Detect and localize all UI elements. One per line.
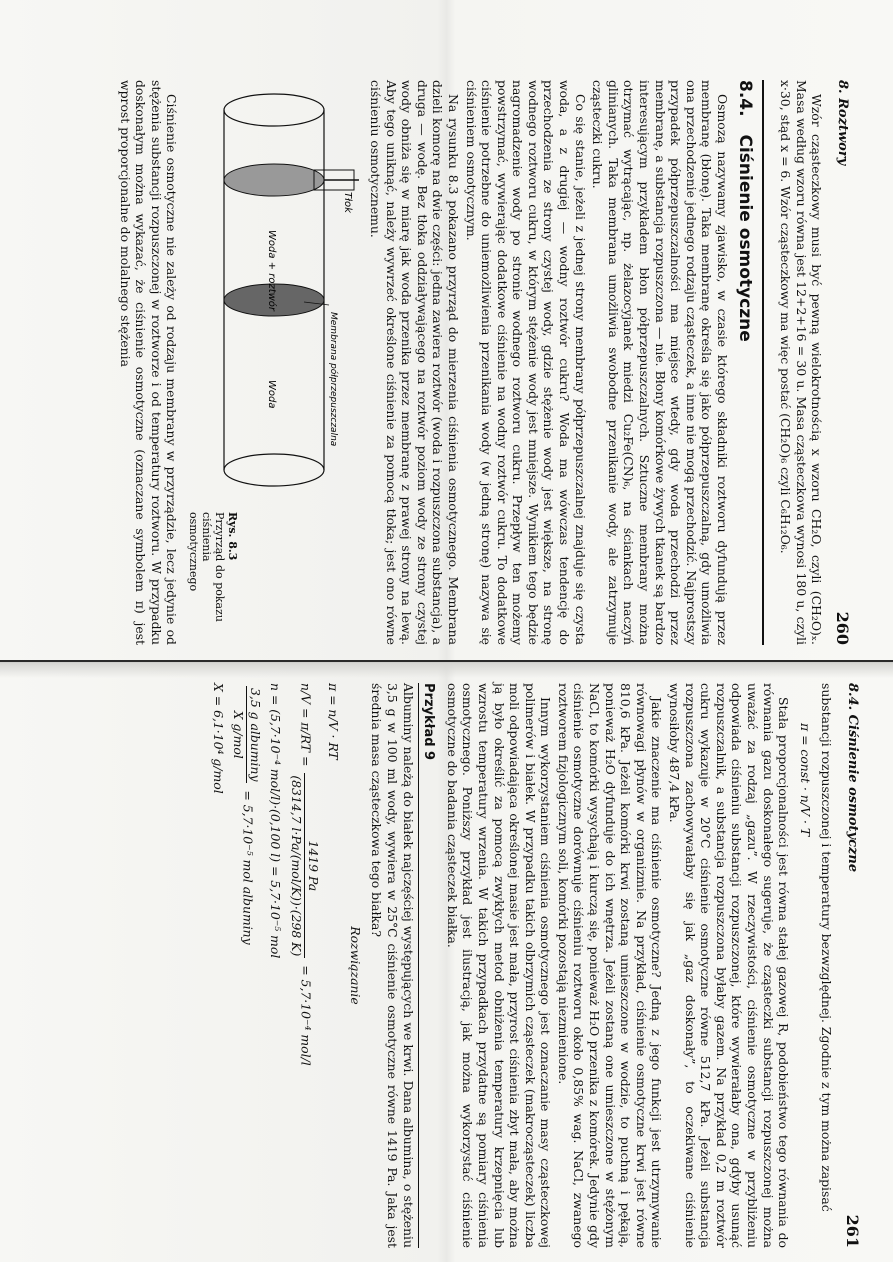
water-label: Woda bbox=[266, 380, 278, 409]
right-page-number: 261 bbox=[843, 1214, 862, 1248]
paragraph: Na rysunku 8.3 pokazano przyrząd do mierzenia ciśnienia osmotycznego. Membrana dzieli komorę na dwie części: jedna zawiera roztwór (woda i rozpuszczona substancja), a druga — wodę. Bez tłoka oddziaływającego na roztwór poziom wody ze strony czystej wody obniża się w miarę jak woda przenika przez membranę z prawej strony na lewą. Aby tego uniknąć, należy wywrzeć określone ciśnienie za pomocą tłoka; jest ono równe ciśnieniu osmotycznemu. bbox=[367, 80, 461, 645]
left-page bbox=[50, 80, 850, 645]
section-title: Ciśnienie osmotyczne bbox=[734, 134, 755, 342]
eq3-result: = 5,7·10⁻⁴ mol/l bbox=[298, 965, 313, 1066]
section-heading bbox=[734, 80, 755, 645]
solution-label: Rozwiązanie bbox=[347, 926, 363, 1005]
figure-number: Rys. 8.3 bbox=[226, 512, 240, 561]
equation-moles: n = (5,7·10⁻⁴ mol/l)·(0,100 l) = 5,7·10⁻⁵ mol bbox=[268, 683, 284, 959]
right-running-title: 8.4. Ciśnienie osmotyczne bbox=[845, 683, 860, 873]
paragraph: Co się stanie, jeżeli z jednej strony membrany półprzepuszczalnej znajduje się czysta woda, a z drugiej — wodny roztwór cukru? Woda ma wówczas tendencję do przechodzenia ze strony czystej wody, gdzie stężenie wody jest większe, na stronę wodnego roztworu cukru, w którym stężenie wody jest mniejsze. Wynikiem tego będzie nagromadzenie wody po stronie wodnego roztworu cukru. Przepływ ten możemy powstrzymać, wywierając dodatkowe ciśnienie na wodny roztwór cukru. To dodatkowe ciśnienie potrzebne do uniemożliwienia przenikania wody (w jedną stronę) nazywa się ciśnieniem osmotycznym. bbox=[463, 80, 588, 645]
membrane-label: Membrana półprzepuszczalna bbox=[328, 312, 339, 447]
equation-albumin bbox=[231, 683, 263, 1248]
example-text: Albuminy należą do białek najczęściej występujących we krwi. Dana albumina, o stężeniu 3,5 g w 100 ml wody, wywiera w 25°C ciśnienie osmotyczne równe 1419 Pa. Jaka jest średnia masa cząsteczkowa tego białka? bbox=[369, 683, 416, 1248]
equation-concentration bbox=[288, 683, 320, 1248]
section-rule bbox=[762, 80, 764, 645]
left-running-head bbox=[834, 80, 850, 645]
figure-caption-text: Przyrząd do pokazu ciśnienia osmotycznego bbox=[187, 512, 227, 622]
figure-8-3 bbox=[187, 80, 359, 645]
equation-molar-mass: X = 6,1·10⁴ g/mol bbox=[210, 683, 226, 794]
eq5-result: = 5,7·10⁻⁵ mol albuminy bbox=[240, 790, 256, 945]
eq5-fraction bbox=[231, 686, 263, 783]
osmosis-apparatus-diagram bbox=[209, 80, 359, 500]
left-running-title: 8. Roztwory bbox=[835, 80, 850, 166]
spine-shadow bbox=[0, 662, 893, 678]
piston-label: Tłok bbox=[342, 192, 354, 213]
eq3-denominator: (8314,7 l·Pa/(mol/K))·(298 K) bbox=[289, 775, 304, 957]
eq3-fraction bbox=[288, 773, 320, 958]
paragraph: Innym wykorzystaniem ciśnienia osmotycznego jest oznaczanie masy cząsteczkowej polimerów i białek. W przypadku takich olbrzymich cząsteczek (makrocząsteczek) liczba moli odpowiadająca określonej masie jest mała, przyrost ciśnienia zbyt mała, aby można ją było określić za pomocą zwykłych metod obniżenia temperatury krzepnięcia lub wzrostu temperatury wrzenia. W takich przypadkach przydatne są pomiary ciśnienia osmotycznego. Poniższy przykład jest ilustracją, jak można wykorzystać ciśnienie osmotyczne do badania cząsteczek białka. bbox=[444, 683, 554, 1248]
paragraph: Ciśnienie osmotyczne nie zależy od rodzaju membrany w przyrządzie, lecz jedynie od stężenia substancji rozpuszczonej w roztworze i od temperatury roztworu. W przypadku doskonałym można wykazać, że ciśnienie osmotyczne (oznaczane symbolem π) jest wprost proporcjonalne do molalnego stężenia bbox=[117, 80, 180, 645]
equation-osmotic: π = n/V · RT bbox=[326, 683, 342, 760]
paragraph: Jakie znaczenie ma ciśnienie osmotyczne? Jedną z jego funkcji jest utrzymywanie równowagi płynów w organizmie. Na przykład, ciśnienie osmotyczne krwi jest równe 810,6 kPa. Jeżeli komórki krwi zostaną umieszczone w wodzie, to puchną i pękają, ponieważ H₂O dyfunduje do ich wnętrza. Jeżeli zostaną one umieszczone w stężonym NaCl, to komórki wysychają i kurczą się, ponieważ H₂O przenika z komórek. Jedynie gdy ciśnienie osmotyczne dorównuje ciśnieniu roztworu około 0,85% wag. NaCl, zwanego roztworem fizjologicznym soli, komórki pozostają niezmienione. bbox=[555, 683, 665, 1248]
solution-label: Woda + roztwór bbox=[266, 230, 278, 312]
right-running-head bbox=[844, 683, 860, 1248]
paragraph: Osmozą nazywamy zjawisko, w czasie którego składniki roztworu dyfundują przez membranę (błonę). Taka membranę określa się jako półprzepuszczalną, gdy umożliwia ona przechodzenie jednego rodzaju cząsteczek, a inne nie mogą przechodzić. Najprostszy przypadek półprzepuszczalności ma miejsce wtedy, gdy woda przechodzi przez membranę, a substancja rozpuszczona — nie. Błony komórkowe żywych tkanek są bardzo interesującym przykładem błon półprzepuszczalnych. Sztuczne membrany można otrzymać wytrącając, np. żelazocyjanek miedzi Cu₂Fe(CN)₆, na ściankach naczyń glinianych. Taka membrana umożliwia swobodne przenikanie wody, ale zatrzymuje cząsteczki cukru. bbox=[590, 80, 731, 645]
eq3-numerator: 1419 Pa bbox=[304, 773, 321, 958]
eq5-denominator: X g/mol bbox=[231, 710, 247, 759]
eq5-numerator: 3,5 g albuminy bbox=[247, 688, 263, 782]
right-page bbox=[30, 683, 860, 1248]
equation-proportionality: π = const · n/V · T bbox=[797, 723, 813, 837]
paragraph: Stała proporcjonalności jest równa stałej gazowej R, podobieństwo tego równania do równania gazu doskonałego sugeruje, że cząsteczki substancji rozpuszczonej można uważać za rodzaj „gazu”. W rzeczywistości, ciśnienie osmotyczne w przybliżeniu odpowiada ciśnieniu substancji rozpuszczonej, które wywierałaby ona, gdyby usunąć rozpuszczalnik, a substancja rozpuszczona byłaby gazem. Na przykład 0,2 m roztwór cukru wykazuje w 20°C ciśnienie osmotyczne równe 512,7 kPa. Jeżeli substancja rozpuszczona zachowywałaby się jak „gaz doskonały”, to oczekiwane ciśnienie wynosiłoby 487,4 kPa. bbox=[667, 683, 792, 1248]
paragraph: substancji rozpuszczonej i temperatury bezwzględnej. Zgodnie z tym można zapisać bbox=[819, 683, 835, 1212]
figure-caption bbox=[187, 512, 359, 622]
eq3-lhs: n/V = π/RT = bbox=[298, 683, 313, 767]
section-number: 8.4. bbox=[734, 80, 755, 117]
example-title: Przykład 9 bbox=[418, 683, 437, 1248]
intro-paragraph: Wzór cząsteczkowy musi być pewną wielokrotnością x wzoru CH₂O, czyli (CH₂O)ₓ. Masa według wzoru równa jest 12+2+16 = 30 u. Masa cząsteczkowa wynosi 180 u, czyli x·30, stąd x = 6. Wzór cząsteczkowy ma więc postać (CH₂O)₆ czyli C₆H₁₂O₆. bbox=[778, 80, 825, 645]
left-page-number: 260 bbox=[833, 611, 852, 645]
